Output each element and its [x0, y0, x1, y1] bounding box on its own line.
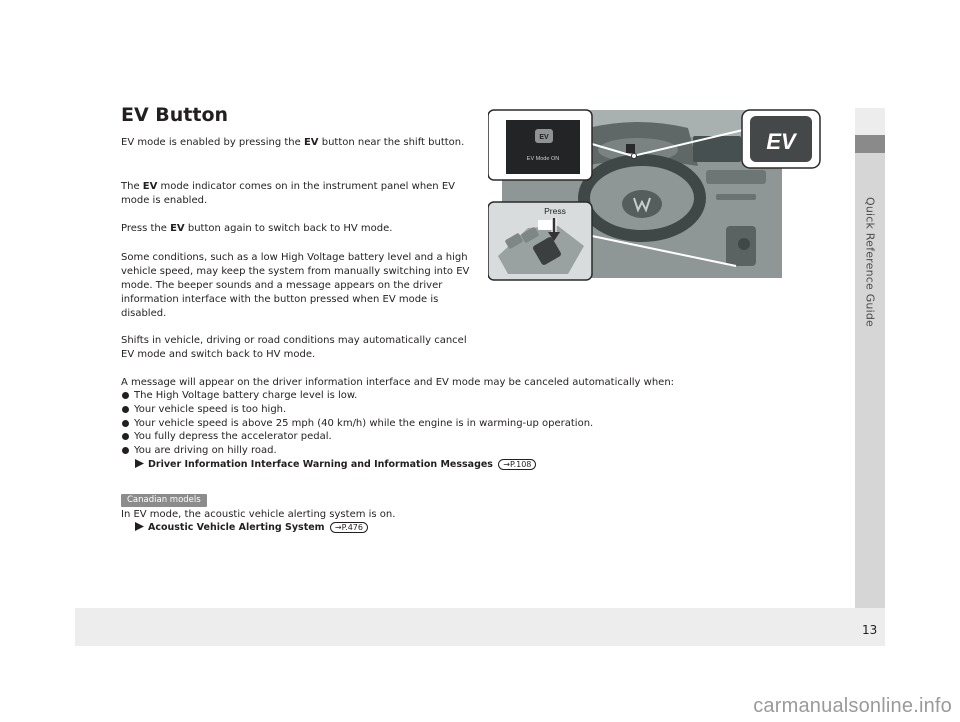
side-tab-marker: [855, 135, 885, 153]
cross-reference-arrow-icon: [135, 459, 144, 468]
bullet-icon: [122, 420, 129, 427]
display-screen: [506, 120, 580, 174]
ev-indicator-label: EV: [539, 134, 549, 141]
cancel-conditions-list: [121, 389, 593, 458]
press-label: Press: [544, 206, 566, 216]
paragraph-ev-conditions: Some conditions, such as a low High Voltage battery level and a high vehicle speed, may keep the system from manually switching into EV mode. The beeper sounds and a message appears on the driver information interface with the button pressed when EV mode is disabled.: [121, 252, 470, 319]
bullet-icon: [122, 392, 129, 399]
indicator-location-marker: [626, 144, 635, 153]
bullet-icon: [122, 447, 129, 454]
watermark: carmanualsonline.info: [753, 695, 952, 717]
paragraph-ev-indicator: The EV mode indicator comes on in the instrument panel when EV mode is enabled.: [121, 181, 455, 206]
console-controls: [716, 194, 756, 200]
shift-button: [738, 238, 750, 250]
paragraph-avas: In EV mode, the acoustic vehicle alerting system is on.: [121, 509, 396, 520]
xref-driver-info-messages[interactable]: Driver Information Interface Warning and Information Messages →P.108: [135, 459, 536, 470]
xref-avas[interactable]: Acoustic Vehicle Alerting System →P.476: [135, 522, 368, 533]
paragraph-ev-switch-back: Press the EV button again to switch back to HV mode.: [121, 223, 393, 234]
list-item: Your vehicle speed is too high.: [121, 403, 593, 417]
paragraph-message-intro: A message will appear on the driver information interface and EV mode may be canceled automatically when:: [121, 377, 675, 388]
page-number: 13: [862, 623, 878, 637]
display-mode-text: EV Mode ON: [526, 156, 560, 162]
list-item: The High Voltage battery charge level is low.: [121, 389, 593, 403]
page-link[interactable]: →P.108: [498, 459, 536, 470]
bullet-icon: [122, 433, 129, 440]
paragraph-ev-cancel: Shifts in vehicle, driving or road conditions may automatically cancel EV mode and switch back to HV mode.: [121, 335, 467, 360]
air-vents: [706, 170, 766, 184]
page-link[interactable]: →P.476: [330, 522, 368, 533]
canadian-models-badge: Canadian models: [121, 494, 207, 507]
section-title: EV Button: [121, 104, 229, 126]
cross-reference-arrow-icon: [135, 522, 144, 531]
indicator-pointer: [632, 154, 637, 159]
bullet-icon: [122, 406, 129, 413]
list-item: You are driving on hilly road.: [121, 444, 593, 458]
ev-button-illustration: [488, 106, 824, 282]
ev-button-icon-label: EV: [766, 129, 796, 154]
side-tab-label: Quick Reference Guide: [863, 197, 877, 327]
list-item: Your vehicle speed is above 25 mph (40 km/h) while the engine is in warming-up operation.: [121, 417, 593, 431]
paragraph-ev-enable: EV mode is enabled by pressing the EV button near the shift button.: [121, 137, 465, 148]
list-item: You fully depress the accelerator pedal.: [121, 430, 593, 444]
